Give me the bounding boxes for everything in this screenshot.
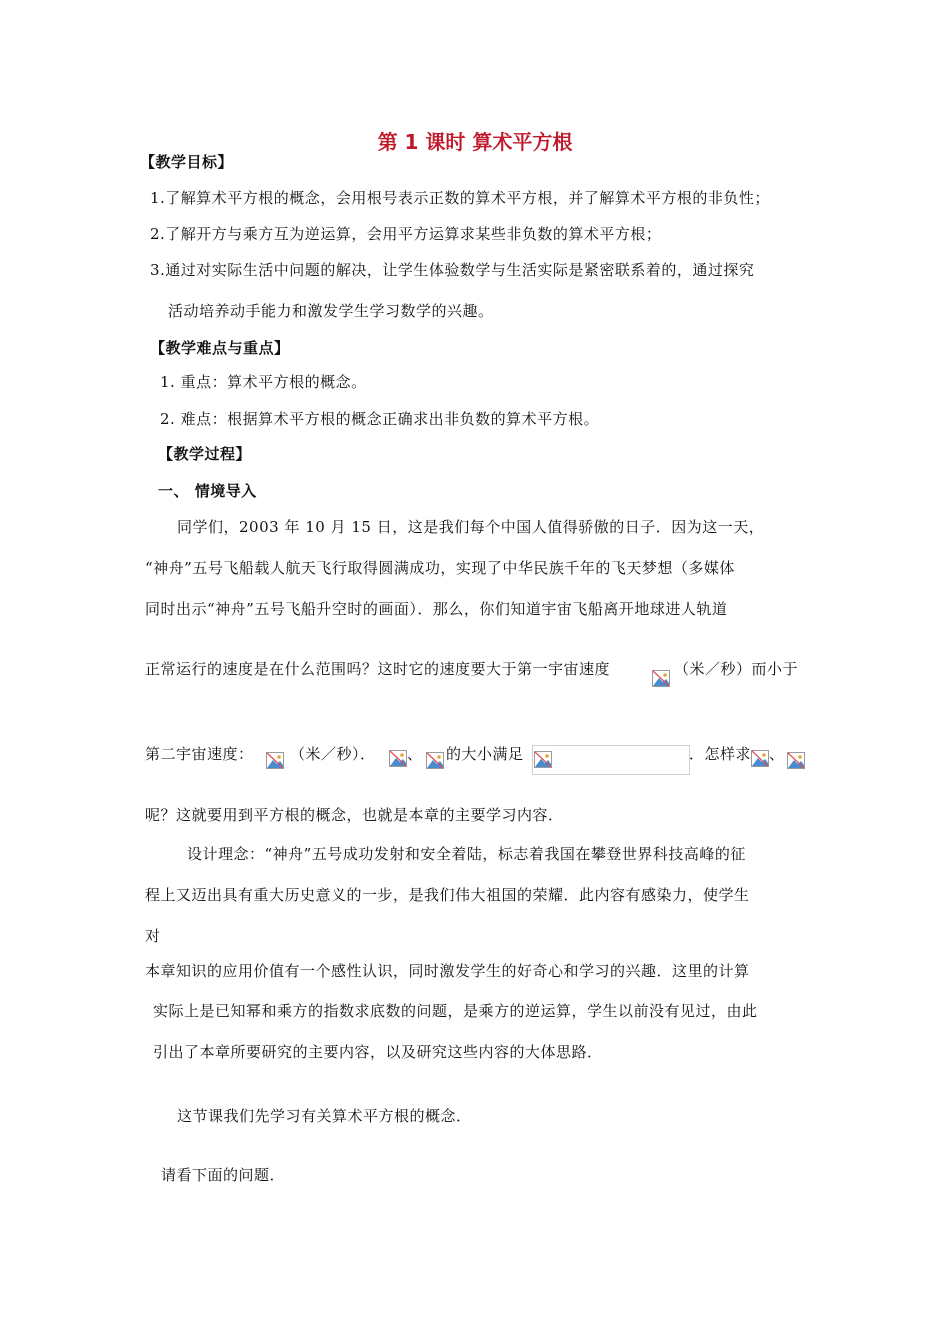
intro-line-1: 同学们，2003 年 10 月 15 日，这是我们每个中国人值得骄傲的日子．因为这一天，	[177, 518, 765, 536]
intro-line-6: 呢？这就要用到平方根的概念，也就是本章的主要学习内容．	[145, 806, 564, 824]
image-placeholder-icon	[425, 748, 445, 770]
page-title: 第 1 课时 算术平方根	[377, 130, 573, 154]
goal-1: 1.了解算术平方根的概念，会用根号表示正数的算术平方根，并了解算术平方根的非负性；	[150, 189, 770, 207]
image-placeholder-icon	[533, 747, 553, 769]
intro-line-4-tail: （米／秒）而小于	[674, 660, 799, 678]
process-heading: 【教学过程】	[158, 445, 252, 463]
separator: 、	[407, 745, 423, 763]
keypoints-heading: 【教学难点与重点】	[150, 339, 290, 357]
goals-heading: 【教学目标】	[140, 153, 234, 171]
intro-line-2: “神舟”五号飞船载人航天飞行取得圆满成功，实现了中华民族千年的飞天梦想（多媒体	[145, 559, 735, 577]
design-line-2: 程上又迈出具有重大历史意义的一步，是我们伟大祖国的荣耀．此内容有感染力，使学生	[145, 886, 750, 904]
design-line-1: 设计理念：“神舟”五号成功发射和安全着陆，标志着我国在攀登世界科技高峰的征	[187, 845, 746, 863]
design-line-6: 引出了本章所要研究的主要内容，以及研究这些内容的大体思路．	[153, 1043, 603, 1061]
intro-line-5-b: （米／秒）．	[290, 745, 376, 763]
image-placeholder-icon	[651, 666, 671, 688]
separator: 、	[769, 745, 785, 763]
design-line-3: 对	[145, 927, 161, 945]
image-placeholder-icon	[265, 748, 285, 770]
image-placeholder-icon	[388, 746, 408, 768]
intro-line-4: 正常运行的速度是在什么范围吗？这时它的速度要大于第一宇宙速度	[145, 660, 611, 678]
intro-line-5-c: 的大小满足	[446, 745, 524, 763]
goal-2: 2.了解开方与乘方互为逆运算，会用平方运算求某些非负数的算术平方根；	[150, 225, 662, 243]
equation-image-box	[532, 745, 690, 775]
sub-heading: 一、 情境导入	[158, 482, 257, 500]
closing-line-1: 这节课我们先学习有关算术平方根的概念．	[177, 1107, 472, 1125]
intro-line-5-d: ．怎样求	[689, 745, 752, 763]
design-line-4: 本章知识的应用价值有一个感性认识，同时激发学生的好奇心和学习的兴趣．这里的计算	[145, 962, 750, 980]
image-placeholder-icon	[786, 748, 806, 770]
keypoint-2: 2. 难点：根据算术平方根的概念正确求出非负数的算术平方根。	[160, 410, 600, 428]
goal-3-cont: 活动培养动手能力和激发学生学习数学的兴趣。	[168, 302, 494, 320]
closing-line-2: 请看下面的问题．	[161, 1166, 286, 1184]
keypoint-1: 1. 重点：算术平方根的概念。	[160, 373, 367, 391]
design-line-5: 实际上是已知幂和乘方的指数求底数的问题，是乘方的逆运算，学生以前没有见过，由此	[153, 1002, 758, 1020]
intro-line-5-a: 第二宇宙速度：	[145, 745, 254, 763]
image-placeholder-icon	[750, 746, 770, 768]
intro-line-3: 同时出示“神舟”五号飞船升空时的画面）．那么，你们知道宇宙飞船离开地球进人轨道	[145, 600, 728, 618]
goal-3: 3.通过对实际生活中问题的解决，让学生体验数学与生活实际是紧密联系着的，通过探究	[150, 261, 755, 279]
